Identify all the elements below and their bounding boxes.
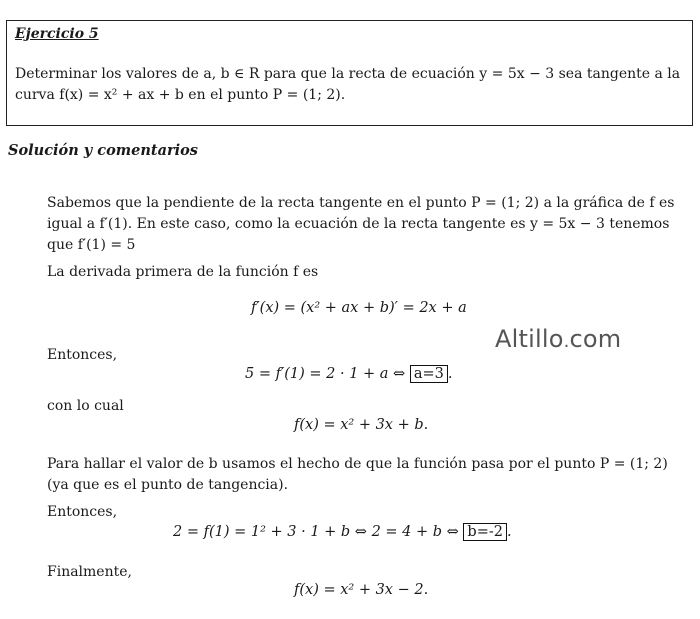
solution-heading: Solución y comentarios: [8, 142, 198, 159]
equation-a-text: 5 = f′(1) = 2 · 1 + a ⇔: [245, 366, 410, 382]
equation-b: 2 = f(1) = 1² + 3 · 1 + b ⇔ 2 = 4 + b ⇔ b=-2 .: [173, 524, 512, 540]
equation-a: 5 = f′(1) = 2 · 1 + a ⇔ a=3 .: [245, 366, 453, 382]
paragraph-5-line-1: Para hallar el valor de b usamos el hecho de que la función pasa por el punto P = (1; 2): [47, 456, 668, 472]
equation-b-text: 2 = f(1) = 1² + 3 · 1 + b ⇔ 2 = 4 + b ⇔: [173, 524, 464, 540]
result-a-box: a=3: [410, 365, 448, 383]
paragraph-1-line-3: que f′(1) = 5: [47, 237, 136, 253]
equation-derivative: f′(x) = (x² + ax + b)′ = 2x + a: [251, 300, 467, 316]
altillo-watermark: [495, 325, 621, 353]
equation-f-with-b: f(x) = x² + 3x + b.: [294, 417, 429, 433]
watermark-tld: com: [569, 325, 622, 353]
paragraph-1-line-2: igual a f′(1). En este caso, como la ecuación de la recta tangente es y = 5x − 3 tenemos: [47, 216, 670, 232]
result-b-box: b=-2: [463, 523, 507, 541]
watermark-name: Altillo: [495, 325, 564, 353]
paragraph-7: Finalmente,: [47, 564, 132, 580]
exercise-title: Ejercicio 5: [15, 26, 99, 42]
exercise-statement-line-2: curva f(x) = x² + ax + b en el punto P = (1; 2).: [15, 87, 346, 103]
paragraph-2: La derivada primera de la función f es: [47, 264, 319, 280]
paragraph-1-line-1: Sabemos que la pendiente de la recta tangente en el punto P = (1; 2) a la gráfica de f es: [47, 195, 675, 211]
paragraph-5-line-2: (ya que es el punto de tangencia).: [47, 477, 289, 493]
paragraph-6: Entonces,: [47, 504, 118, 520]
paragraph-4: con lo cual: [47, 398, 124, 414]
exercise-statement-line-1: Determinar los valores de a, b ∈ R para que la recta de ecuación y = 5x − 3 sea tangente a la: [15, 66, 681, 82]
watermark-dot: .: [563, 331, 570, 352]
paragraph-3: Entonces,: [47, 347, 118, 363]
equation-final: f(x) = x² + 3x − 2.: [294, 582, 429, 598]
